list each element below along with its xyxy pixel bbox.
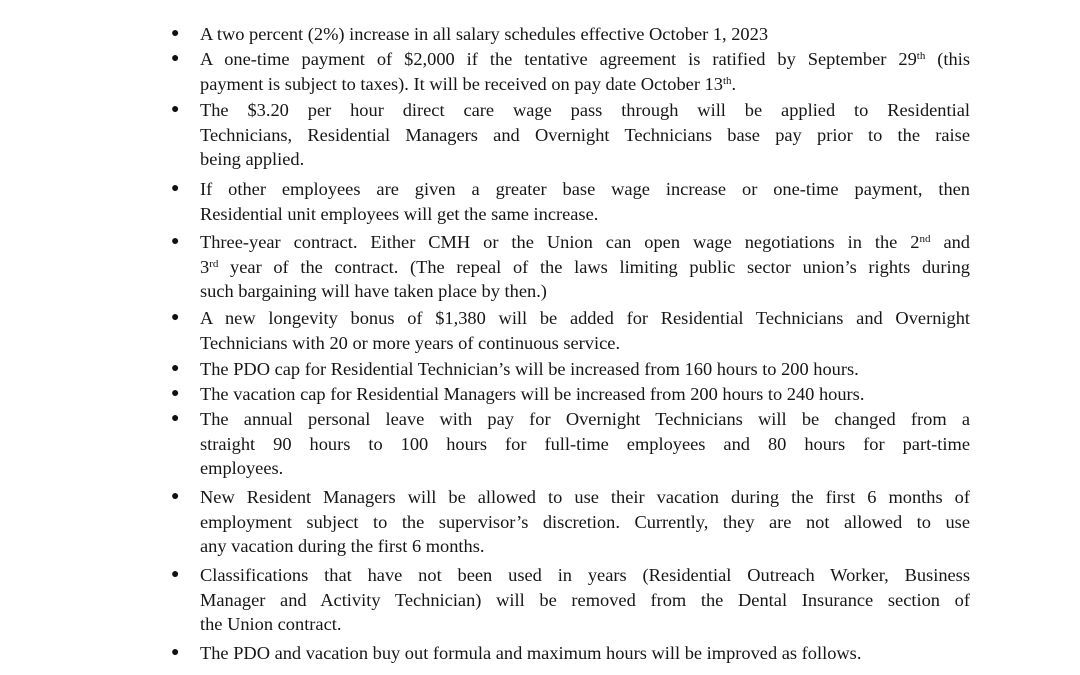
list-item <box>171 177 970 226</box>
item-line: being applied. <box>200 149 305 170</box>
item-line: A one-time payment of $2,000 if the tentative agreement is ratified by September 29th (this <box>200 49 970 69</box>
list-item <box>171 407 970 481</box>
item-line: The annual personal leave with pay for Overnight Technicians will be changed from a <box>200 409 970 429</box>
list-item <box>171 230 970 304</box>
bullet-icon: ● <box>171 489 180 504</box>
item-line: If other employees are given a greater base wage increase or one-time payment, then <box>200 179 970 199</box>
list-item <box>171 47 970 96</box>
list-item <box>171 485 970 559</box>
item-line: A two percent (2%) increase in all salary schedules effective October 1, 2023 <box>200 24 769 44</box>
item-line: such bargaining will have taken place by then.) <box>200 281 547 302</box>
item-line: Manager and Activity Technician) will be removed from the Dental Insurance section of <box>200 589 970 610</box>
list-item <box>171 98 970 172</box>
item-line: New Resident Managers will be allowed to use their vacation during the first 6 months of <box>200 487 970 507</box>
item-line: Classifications that have not been used in years (Residential Outreach Worker, Business <box>200 565 970 585</box>
item-line: employees. <box>200 458 284 479</box>
bullet-icon: ● <box>171 181 180 196</box>
item-line: The $3.20 per hour direct care wage pass through will be applied to Residential <box>200 100 970 120</box>
item-line: payment is subject to taxes). It will be received on pay date October 13th. <box>200 73 737 94</box>
list-item <box>171 22 970 47</box>
bullet-icon: ● <box>171 411 180 426</box>
bullet-icon: ● <box>171 386 180 401</box>
bullet-icon: ● <box>171 567 180 582</box>
list-item <box>171 563 970 637</box>
item-line: the Union contract. <box>200 614 342 635</box>
bullet-icon: ● <box>171 645 180 660</box>
item-line: Technicians, Residential Managers and Overnight Technicians base pay prior to the raise <box>200 124 970 145</box>
item-line: The PDO cap for Residential Technician’s will be increased from 160 hours to 200 hours. <box>200 359 859 379</box>
bullet-icon: ● <box>171 26 180 41</box>
item-line: Three-year contract. Either CMH or the Union can open wage negotiations in the 2nd and <box>200 232 970 252</box>
item-line: straight 90 hours to 100 hours for full-time employees and 80 hours for part-time <box>200 433 970 454</box>
bullet-icon: ● <box>171 361 180 376</box>
bullet-icon: ● <box>171 234 180 249</box>
item-line: any vacation during the first 6 months. <box>200 536 485 557</box>
bullet-icon: ● <box>171 310 180 325</box>
list-item <box>171 641 970 666</box>
bullet-icon: ● <box>171 51 180 66</box>
item-line: The vacation cap for Residential Managers will be increased from 200 hours to 240 hours. <box>200 384 865 404</box>
item-line: 3rd year of the contract. (The repeal of the laws limiting public sector union’s rights during <box>200 256 970 277</box>
item-line: Residential unit employees will get the same increase. <box>200 203 599 224</box>
item-line: Technicians with 20 or more years of continuous service. <box>200 332 621 353</box>
list-item <box>171 306 970 355</box>
bullet-icon: ● <box>171 102 180 117</box>
list-item <box>171 357 970 382</box>
item-line: The PDO and vacation buy out formula and maximum hours will be improved as follows. <box>200 643 862 663</box>
item-line: A new longevity bonus of $1,380 will be added for Residential Technicians and Overnight <box>200 308 970 328</box>
item-line: employment subject to the supervisor’s discretion. Currently, they are not allowed to use <box>200 511 970 532</box>
list-item <box>171 382 970 407</box>
